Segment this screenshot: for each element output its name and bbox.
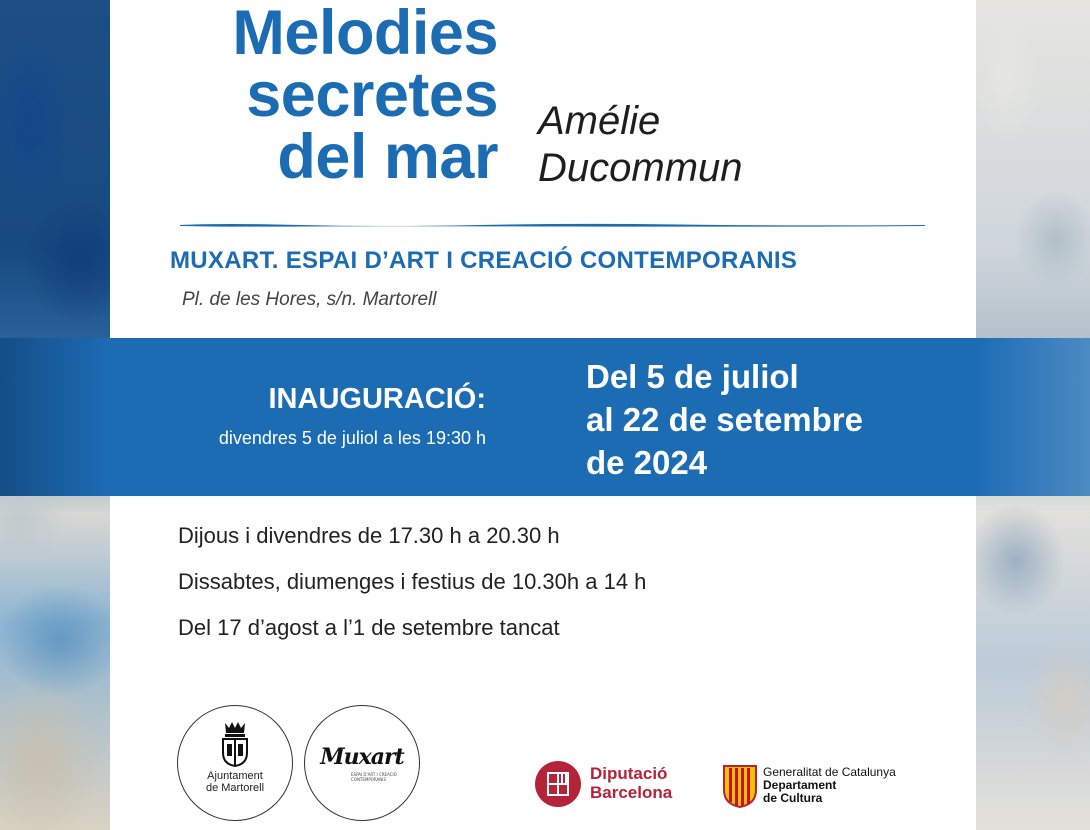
- opening-hours: [178, 520, 646, 658]
- opening-label: INAUGURACIÓ:: [268, 383, 486, 415]
- brush-rule: [180, 222, 925, 228]
- hours-line: Dijous i divendres de 17.30 h a 20.30 h: [178, 523, 560, 548]
- exhibition-title: [232, 0, 498, 192]
- ajuntament-martorell-logo: Ajuntament de Martorell: [177, 705, 293, 821]
- title-line: del mar: [277, 122, 498, 192]
- venue-address: Pl. de les Hores, s/n. Martorell: [182, 289, 437, 310]
- diputacio-emblem-icon: [534, 760, 582, 808]
- muxart-logo: Muxart ESPAI D'ART I CREACIÓ CONTEMPORANIS: [304, 705, 420, 821]
- generalitat-stripes-icon: [722, 764, 758, 808]
- hours-line: Dissabtes, diumenges i festius de 10.30h a 14 h: [178, 569, 647, 594]
- venue-name: MUXART. ESPAI D’ART I CREACIÓ CONTEMPORANIS: [170, 247, 798, 274]
- title-line: Melodies: [232, 0, 498, 68]
- generalitat-catalunya-logo: Generalitat de Catalunya Departament de Cultura: [722, 764, 758, 812]
- diputacio-barcelona-logo: Diputació Barcelona: [534, 760, 582, 808]
- martorell-crest-icon: [218, 720, 252, 768]
- opening-date: divendres 5 de juliol a les 19:30 h: [218, 428, 486, 448]
- exhibition-dates: Del 5 de juliol al 22 de setembre de 2024: [586, 358, 863, 481]
- dates-band: [0, 338, 1090, 496]
- artist-name: Amélie Ducommun: [538, 99, 743, 190]
- title-line: secretes: [246, 60, 498, 130]
- hours-line: Del 17 d’agost a l’1 de setembre tancat: [178, 615, 560, 640]
